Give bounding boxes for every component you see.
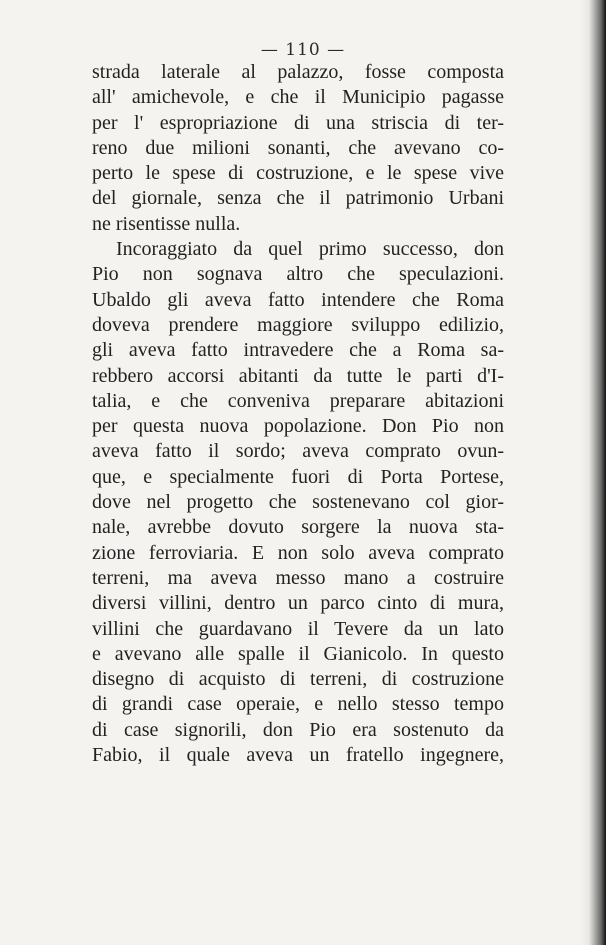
page-edge-shadow [580, 0, 606, 945]
text-line: Pio non sognava altro che speculazioni. [92, 263, 504, 286]
text-line: del giornale, senza che il patrimonio Urbani [92, 187, 504, 210]
text-line: e avevano alle spalle il Gianicolo. In questo [92, 642, 504, 665]
text-line: que, e specialmente fuori di Porta Portese, [92, 465, 504, 488]
text-line: nale, avrebbe dovuto sorgere la nuova sta- [92, 516, 504, 539]
text-line: Incoraggiato da quel primo successo, don [116, 238, 504, 261]
text-line: doveva prendere maggiore sviluppo edilizio, [92, 313, 504, 336]
text-line: di grandi case operaie, e nello stesso tempo [92, 693, 504, 716]
text-line: villini che guardavano il Tevere da un lato [92, 617, 504, 640]
text-line: terreni, ma aveva messo mano a costruire [92, 566, 504, 589]
text-line: aveva fatto il sordo; aveva comprato ovun- [92, 440, 504, 463]
text-line: disegno di acquisto di terreni, di costruzione [92, 668, 504, 691]
text-line: per questa nuova popolazione. Don Pio non [92, 415, 504, 438]
text-line: dove nel progetto che sostenevano col gior- [92, 491, 504, 514]
text-line: per l' espropriazione di una striscia di ter- [92, 111, 504, 134]
text-line: di case signorili, don Pio era sostenuto da [92, 718, 504, 741]
text-line: perto le spese di costruzione, e le spese vive [92, 162, 504, 185]
text-line: strada laterale al palazzo, fosse composta [92, 61, 504, 83]
text-line: talia, e che conveniva preparare abitazioni [92, 389, 504, 412]
text-line: Ubaldo gli aveva fatto intendere che Roma [92, 288, 504, 311]
text-line: rebbero accorsi abitanti da tutte le parti d'I- [92, 364, 504, 387]
text-line: gli aveva fatto intravedere che a Roma sa- [92, 339, 504, 362]
text-line: zione ferroviaria. E non solo aveva comprato [92, 541, 504, 564]
text-line: diversi villini, dentro un parco cinto di mura, [92, 592, 504, 615]
body-text [92, 60, 504, 768]
page-number: — 110 — [260, 40, 346, 60]
text-line: Fabio, il quale aveva un fratello ingegnere, [92, 744, 504, 767]
text-line: ne risentisse nulla. [92, 212, 241, 235]
text-line: reno due milioni sonanti, che avevano co- [92, 136, 504, 159]
text-line: all' amichevole, e che il Municipio pagasse [92, 86, 504, 109]
